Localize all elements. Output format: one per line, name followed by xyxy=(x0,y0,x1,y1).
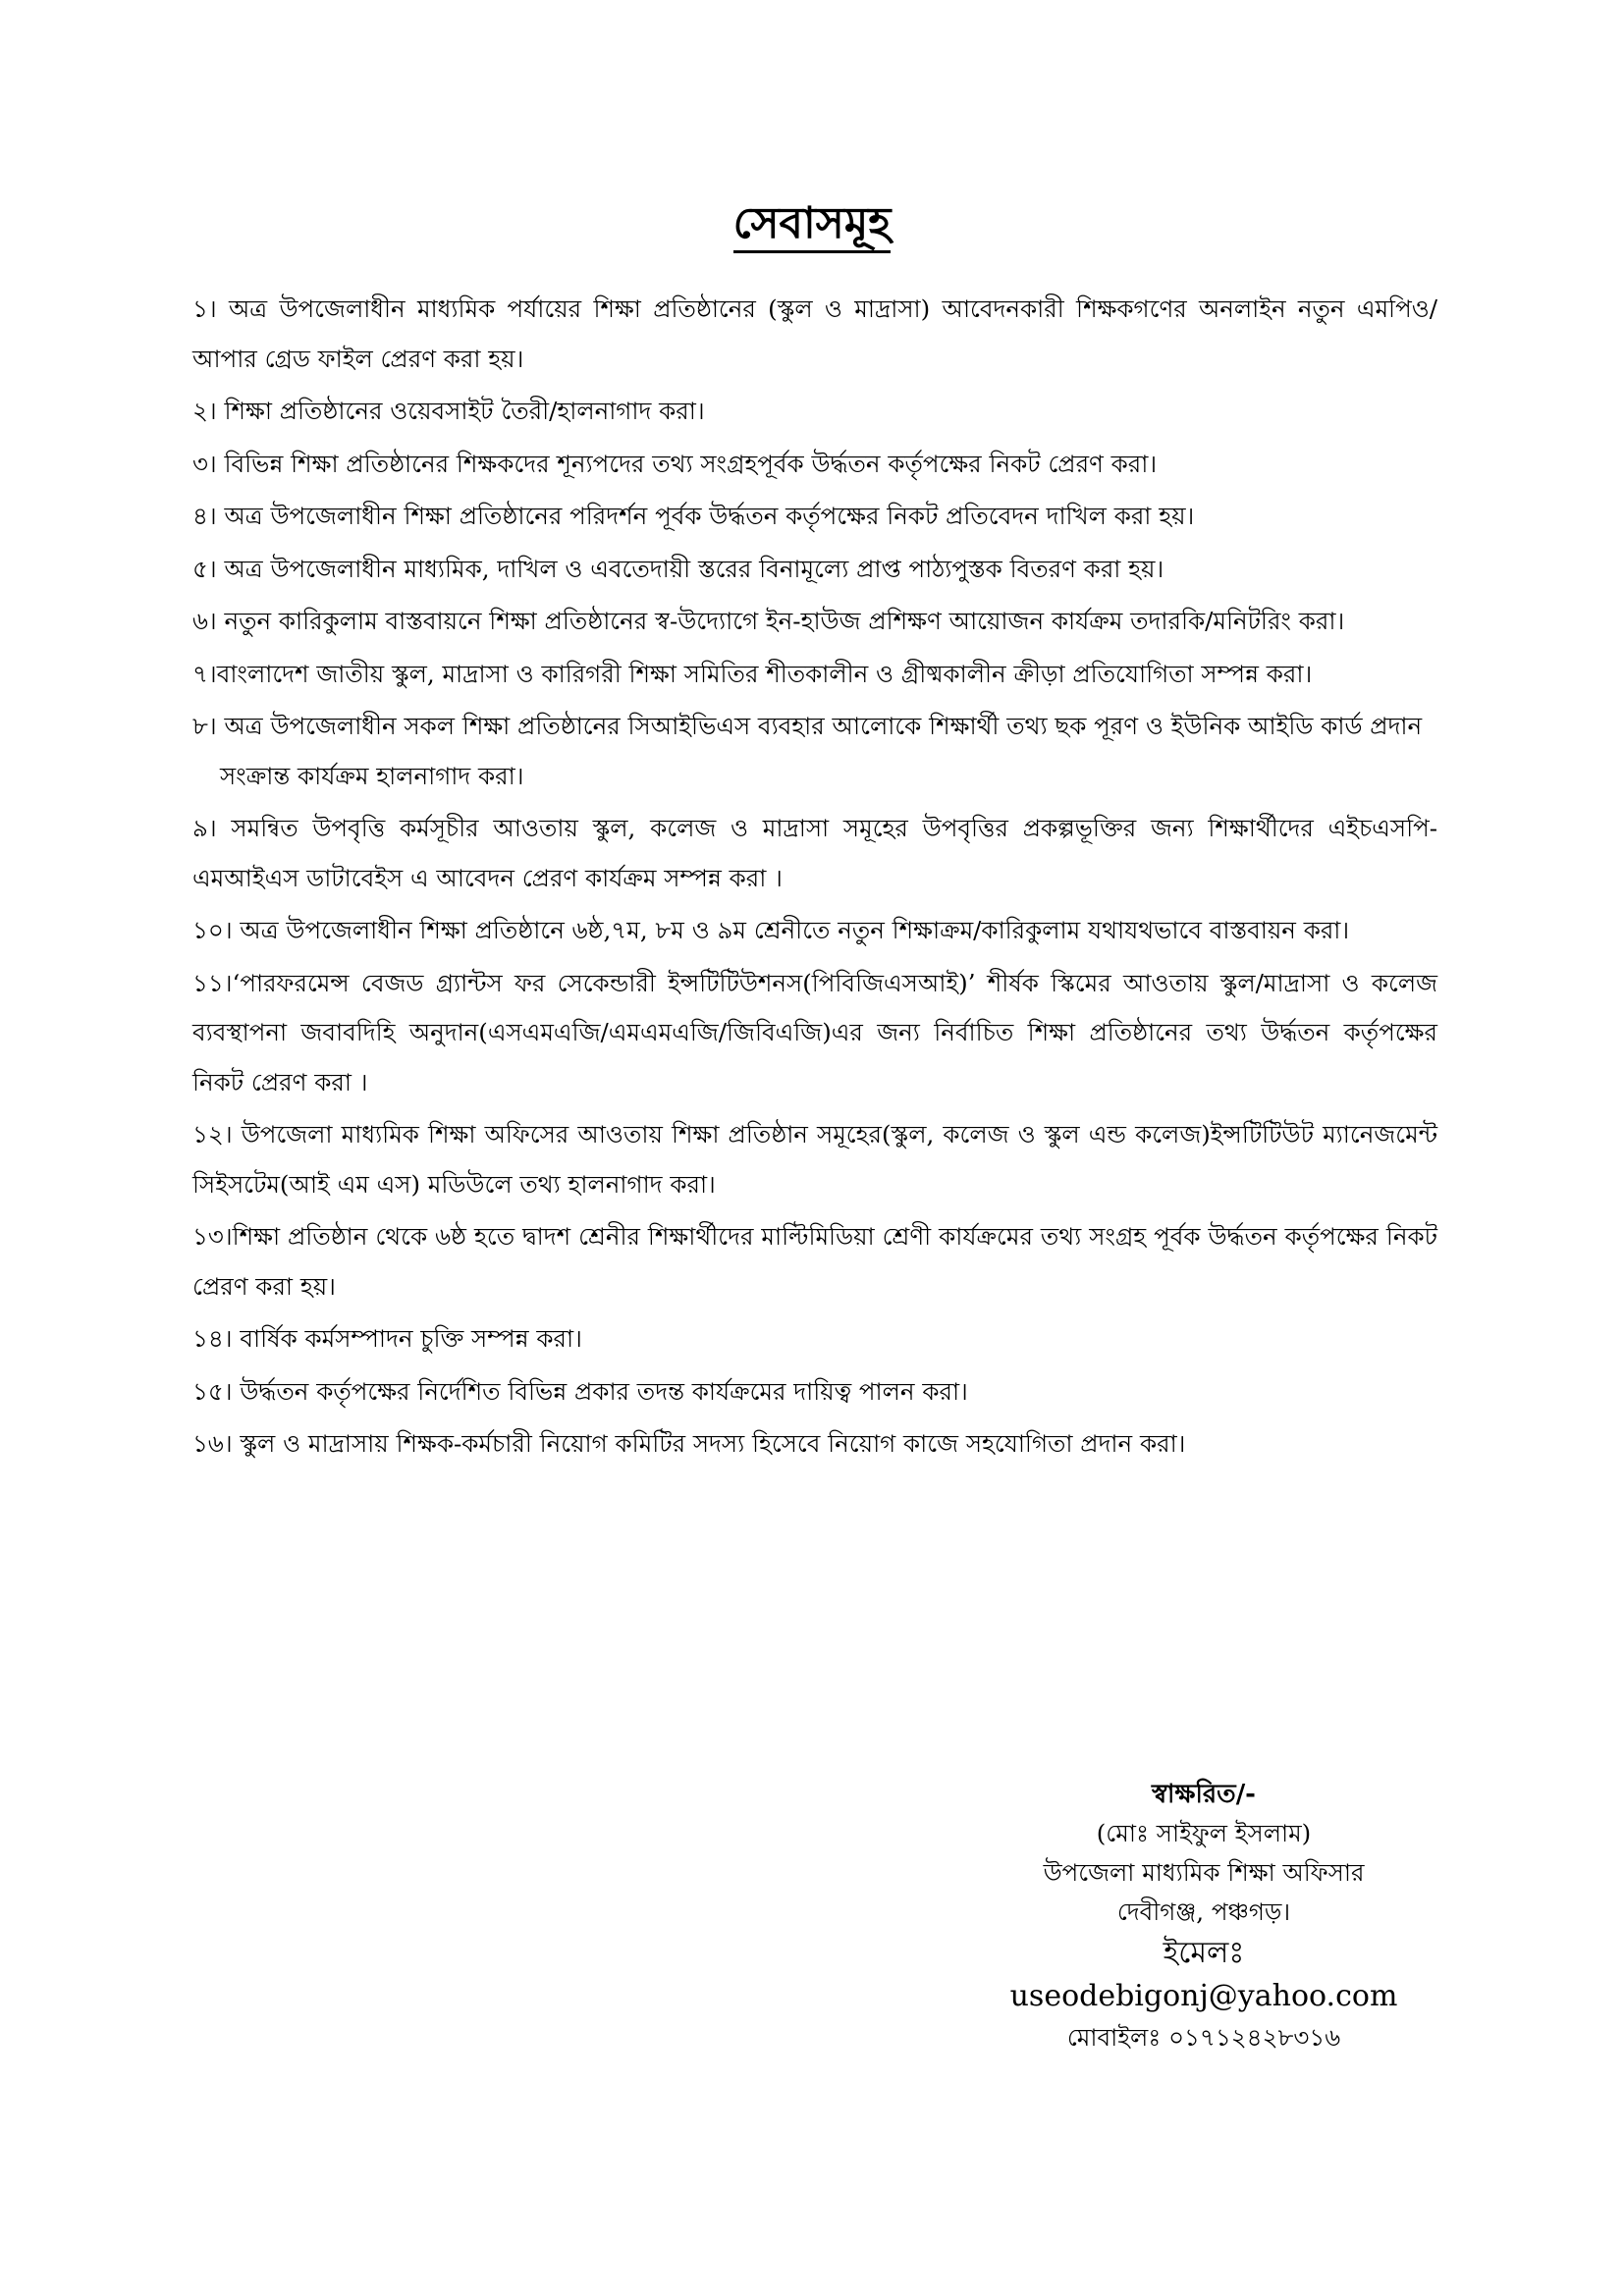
signed-label: স্বাক্ষরিত/- xyxy=(1152,1780,1256,1809)
officer-name: (মোঃ সাইফুল ইসলাম) xyxy=(1096,1819,1312,1847)
officer-designation: উপজেলা মাধ্যমিক শিক্ষা অফিসার xyxy=(1043,1858,1365,1887)
service-item-6: ৬। নতুন কারিকুলাম বাস্তবায়নে শিক্ষা প্রতিষ্ঠানের স্ব-উদ্যোগে ইন-হাউজ প্রশিক্ষণ আয়োজন কার্যক্রম তদারকি/মনিটরিং করা। xyxy=(192,607,1345,635)
office-location: দেবীগঞ্জ, পঞ্চগড়। xyxy=(1116,1897,1291,1926)
service-item-11: ১১।‘পারফরমেন্স বেজড গ্র্যান্টস ফর সেকেন্ডারী ইন্সটিটিউশনস(পিবিজিএসআই)’ শীর্ষক স্কিমের আওতায় স্কুল/মাদ্রাসা ও কলেজ ব্যবস্থাপনা জবাবদিহি অনুদান(এসএমএজি/এমএমএজি/জিবিএজি)এর জন্য নির্বাচিত শিক্ষা প্রতিষ্ঠানের তথ্য উর্দ্ধতন কর্তৃপক্ষের নিকট প্রেরণ করা । xyxy=(192,968,1437,1096)
page-title-text: সেবাসমূহ xyxy=(733,198,892,253)
services-list xyxy=(192,285,1437,1472)
page-title xyxy=(0,194,1624,253)
service-item-4: ৪। অত্র উপজেলাধীন শিক্ষা প্রতিষ্ঠানের পরিদর্শন পূর্বক উর্দ্ধতন কর্তৃপক্ষের নিকট প্রতিবেদন দাখিল করা হয়। xyxy=(192,502,1195,530)
service-item-1: ১। অত্র উপজেলাধীন মাধ্যমিক পর্যায়ের শিক্ষা প্রতিষ্ঠানের (স্কুল ও মাদ্রাসা) আবেদনকারী শিক্ষকগণের অনলাইন নতুন এমপিও/আপার গ্রেড ফাইল প্রেরণ করা হয়। xyxy=(192,294,1437,373)
service-item-7: ৭।বাংলাদেশ জাতীয় স্কুল, মাদ্রাসা ও কারিগরী শিক্ষা সমিতির শীতকালীন ও গ্রীষ্মকালীন ক্রীড়া প্রতিযোগিতা সম্পন্ন করা। xyxy=(192,659,1313,688)
service-item-8: ৮। অত্র উপজেলাধীন সকল শিক্ষা প্রতিষ্ঠানের সিআইভিএস ব্যবহার আলোকে শিক্ষার্থী তথ্য ছক পূরণ ও ইউনিক আইডি কার্ড প্রদান সংক্রান্ত কার্যক্রম হালনাগাদ করা। xyxy=(192,712,1423,790)
service-item-12: ১২। উপজেলা মাধ্যমিক শিক্ষা অফিসের আওতায় শিক্ষা প্রতিষ্ঠান সমূহের(স্কুল, কলেজ ও স্কুল এন্ড কলেজ)ইন্সটিটিউট ম্যানেজমেন্ট সিইসটেম(আই এম এস) মডিউলে তথ্য হালনাগাদ করা। xyxy=(192,1120,1437,1199)
signature-block xyxy=(998,1775,1410,2057)
service-item-15: ১৫। উর্দ্ধতন কর্তৃপক্ষের নির্দেশিত বিভিন্ন প্রকার তদন্ত কার্যক্রমের দায়িত্ব পালন করা। xyxy=(192,1376,968,1406)
contact-email: ইমেলঃ useodebigonj@yahoo.com xyxy=(1009,1936,1398,2013)
service-item-16: ১৬। স্কুল ও মাদ্রাসায় শিক্ষক-কর্মচারী নিয়োগ কমিটির সদস্য হিসেবে নিয়োগ কাজে সহযোগিতা প্রদান করা। xyxy=(192,1429,1186,1458)
contact-mobile: মোবাইলঃ ০১৭১২৪২৮৩১৬ xyxy=(1066,2023,1341,2052)
service-item-3: ৩। বিভিন্ন শিক্ষা প্রতিষ্ঠানের শিক্ষকদের শূন্যপদের তথ্য সংগ্রহপূর্বক উর্দ্ধতন কর্তৃপক্ষের নিকট প্রেরণ করা। xyxy=(192,449,1158,478)
service-item-5: ৫। অত্র উপজেলাধীন মাধ্যমিক, দাখিল ও এবতেদায়ী স্তরের বিনামূল্যে প্রাপ্ত পাঠ্যপুস্তক বিতরণ করা হয়। xyxy=(192,554,1164,583)
service-item-9: ৯। সমন্বিত উপবৃত্তি কর্মসূচীর আওতায় স্কুল, কলেজ ও মাদ্রাসা সমূহের উপবৃত্তির প্রকল্পভূক্তির জন্য শিক্ষার্থীদের এইচএসপি-এমআইএস ডাটাবেইস এ আবেদন প্রেরণ কার্যক্রম সম্পন্ন করা । xyxy=(192,814,1437,892)
service-item-10: ১০। অত্র উপজেলাধীন শিক্ষা প্রতিষ্ঠানে ৬ষ্ঠ,৭ম, ৮ম ও ৯ম শ্রেনীতে নতুন শিক্ষাক্রম/কারিকুলাম যথাযথভাবে বাস্তবায়ন করা। xyxy=(192,916,1350,944)
service-item-13: ১৩।শিক্ষা প্রতিষ্ঠান থেকে ৬ষ্ঠ হতে দ্বাদশ শ্রেনীর শিক্ষার্থীদের মাল্টিমিডিয়া শ্রেণী কার্যক্রমের তথ্য সংগ্রহ পূর্বক উর্দ্ধতন কর্তৃপক্ষের নিকট প্রেরণ করা হয়। xyxy=(192,1222,1437,1301)
service-item-14: ১৪। বার্ষিক কর্মসম্পাদন চুক্তি সম্পন্ন করা। xyxy=(192,1324,582,1353)
service-item-2: ২। শিক্ষা প্রতিষ্ঠানের ওয়েবসাইট তৈরী/হালনাগাদ করা। xyxy=(192,397,705,425)
